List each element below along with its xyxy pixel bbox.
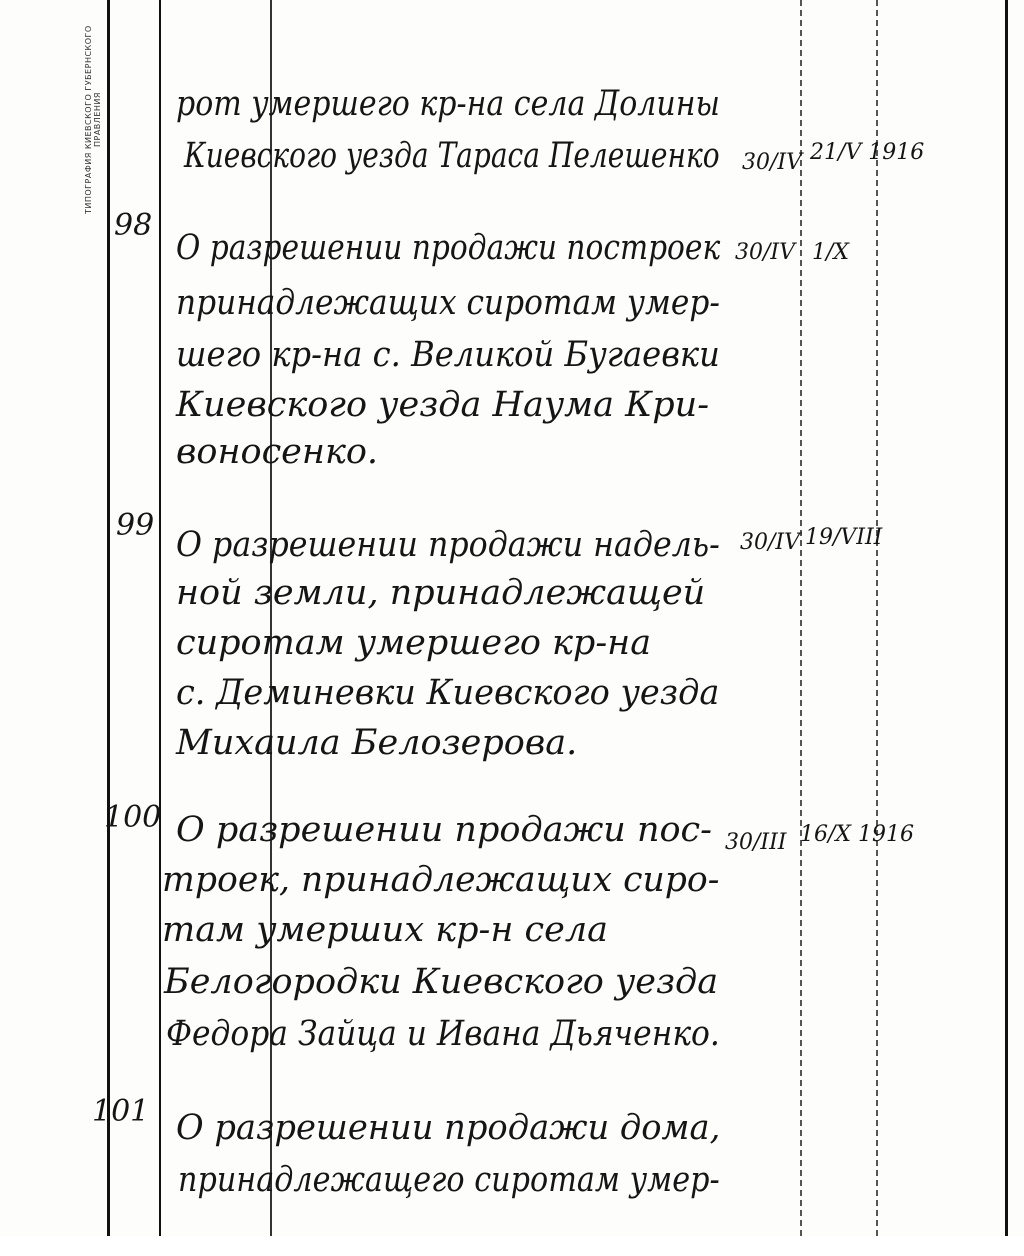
entry-line: воносенко.	[176, 432, 379, 472]
date-done: 21/V 1916	[810, 140, 925, 165]
entry-line: Михаила Белозерова.	[176, 723, 578, 763]
date-done: 19/VIII	[805, 525, 883, 550]
entry-line: принадлежащих сиротам умер-	[176, 283, 720, 323]
number-column-rule	[159, 0, 161, 1256]
entry-line: Федора Зайца и Ивана Дьяченко.	[166, 1014, 720, 1054]
date-received: 30/IV	[742, 150, 802, 175]
date-column-rule-1	[800, 0, 802, 1256]
entry-line: О разрешении продажи пос-	[176, 810, 712, 850]
entry-number: 98	[114, 208, 153, 243]
margin-print: ТИПОГРАФИЯ КИЕВСКОГО ГУБЕРНСКОГО ПРАВЛЕНИЯ	[84, 25, 102, 215]
date-received: 30/III	[725, 830, 787, 855]
entry-line: Киевского уезда Тараса Пелешенко	[184, 136, 720, 176]
date-done: 16/X 1916	[800, 822, 915, 847]
left-margin-rule	[107, 0, 110, 1256]
date-done: 1/X	[812, 240, 850, 265]
entry-line: троек, принадлежащих сиро-	[162, 860, 720, 900]
date-received: 30/IV	[740, 530, 800, 555]
entry-number: 101	[92, 1094, 150, 1129]
entry-number: 99	[116, 508, 155, 543]
entry-line: О разрешении продажи надель-	[176, 525, 720, 565]
entry-line: рот умершего кр-на села Долины	[176, 84, 720, 124]
entry-line: сиротам умершего кр-на	[176, 623, 652, 663]
entry-line: шего кр-на с. Великой Бугаевки	[176, 335, 720, 375]
entry-line: О разрешении продажи дома,	[176, 1108, 721, 1148]
entry-line: Белогородки Киевского уезда	[164, 962, 719, 1002]
scan-bottom-edge	[0, 1236, 1024, 1256]
entry-line: Киевского уезда Наума Кри-	[176, 385, 710, 425]
entry-line: ной земли, принадлежащей	[176, 573, 706, 613]
entry-line: О разрешении продажи построек	[176, 228, 721, 268]
entry-number: 100	[104, 800, 162, 835]
entry-line: принадлежащего сиротам умер-	[178, 1160, 720, 1200]
date-received: 30/IV	[735, 240, 795, 265]
date-column-rule-2	[876, 0, 878, 1256]
entry-line: там умерших кр-н села	[162, 910, 608, 950]
right-edge-rule	[1005, 0, 1008, 1256]
entry-line: с. Деминевки Киевского уезда	[176, 673, 720, 713]
